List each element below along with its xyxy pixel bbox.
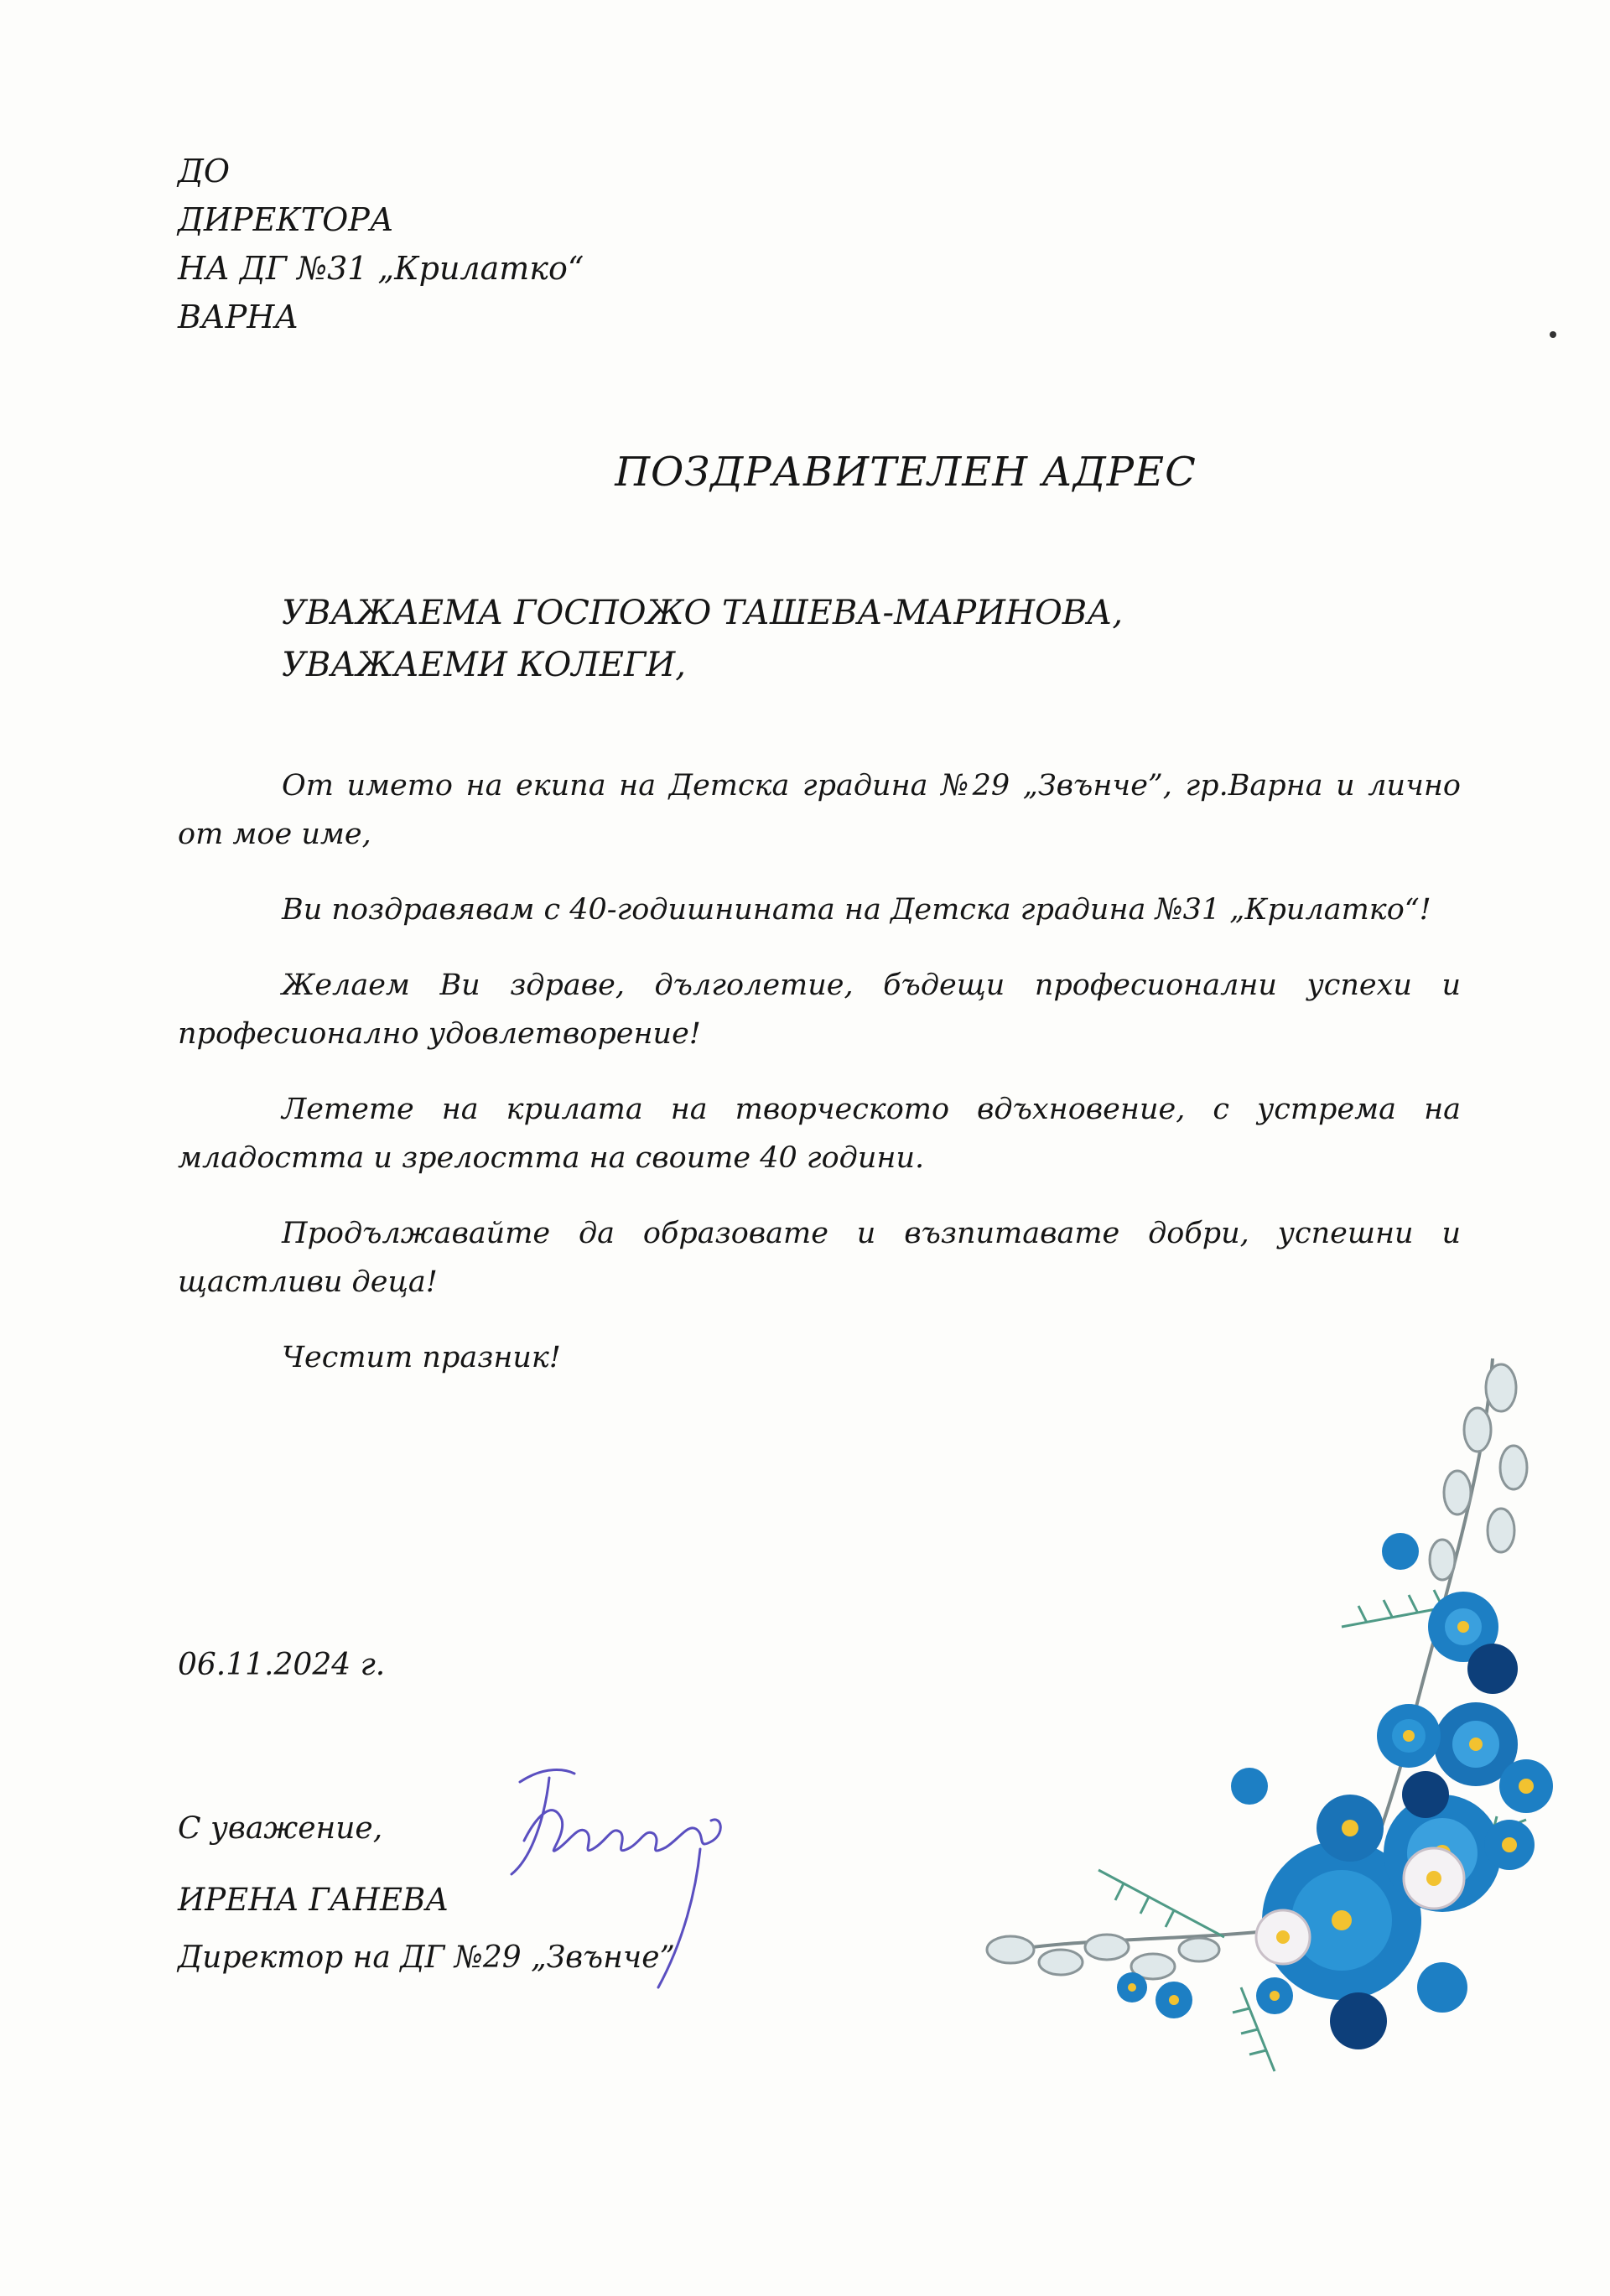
body-paragraph: Желаем Ви здраве, дълголетие, бъдещи професионални успехи и професионално удовлетворение! — [178, 969, 1461, 1051]
salutation-line: УВАЖАЕМИ КОЛЕГИ, — [282, 646, 686, 684]
body-paragraph: Продължавайте да образовате и възпитавате добри, успешни и щастливи деца! — [178, 1217, 1461, 1299]
floral-corner-decoration — [973, 1350, 1560, 2105]
body-paragraph: Честит празник! — [282, 1341, 561, 1374]
body-paragraph: От името на екипа на Детска градина №29 „Звънче”, гр.Варна и лично от мое име, — [178, 769, 1461, 851]
signer-name: ИРЕНА ГАНЕВА — [178, 1882, 449, 1918]
signer-position: Директор на ДГ №29 „Звънче” — [178, 1940, 675, 1975]
closing-regards: С уважение, — [178, 1811, 383, 1846]
letter-body — [178, 761, 1461, 1409]
handwritten-signature — [486, 1748, 763, 2000]
letter-date: 06.11.2024 г. — [178, 1648, 386, 1682]
addressee-line: ВАРНА — [178, 299, 299, 335]
body-paragraph: Летете на крилата на творческото вдъхновение, с устрема на младостта и зрелостта на своите 40 години. — [178, 1093, 1461, 1175]
body-paragraph: Ви поздравявам с 40-годишнината на Детска градина №31 „Крилатко“! — [282, 893, 1431, 927]
addressee-line: ДИРЕКТОРА — [178, 201, 394, 238]
document-title: ПОЗДРАВИТЕЛЕН АДРЕС — [615, 449, 1197, 496]
addressee-block — [178, 147, 584, 341]
salutation-block — [282, 587, 1123, 691]
addressee-line: ДО — [178, 153, 231, 190]
addressee-line: НА ДГ №31 „Крилатко“ — [178, 250, 584, 287]
forget-me-not-flowers — [1117, 1533, 1553, 2049]
document-title-row — [0, 449, 1610, 496]
salutation-line: УВАЖАЕМА ГОСПОЖО ТАШЕВА-МАРИНОВА, — [282, 594, 1124, 632]
scan-speck — [1550, 331, 1556, 338]
